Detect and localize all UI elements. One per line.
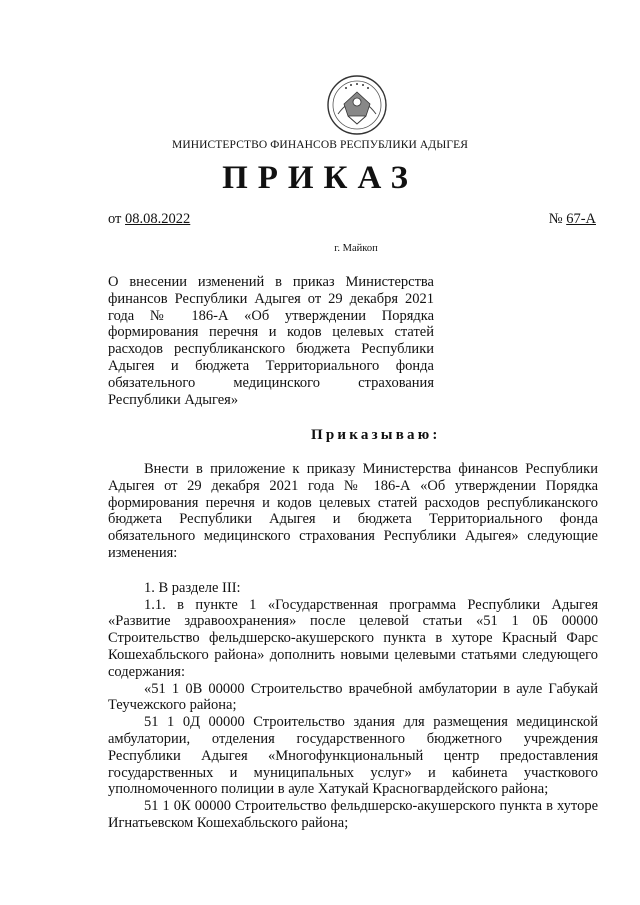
document-date	[108, 211, 190, 228]
document-title: О внесении изменений в приказ Министерства финансов Республики Адыгея от 29 декабря 2021 года № 186-А «Об утверждении Порядка формирования перечня и кодов целевых статей расходов республиканского бюджета Республики Адыгея и бюджета Территориального фонда обязательного медицинского страхования Республики Адыгея»	[108, 274, 434, 408]
date-prefix: от	[108, 211, 126, 227]
number-prefix: №	[548, 211, 567, 227]
target-code-3: 51 1 0К 00000 Строительство фельдшерско-акушерского пункта в хуторе Игнатьевском Кошехабльского района;	[108, 798, 598, 831]
target-code-2: 51 1 0Д 00000 Строительство здания для размещения медицинской амбулатории, отделения государственного бюджетного учреждения Республики Адыгея «Многофункциональный центр предоставления государственных и муниципальных услуг» и кабинета участкового уполномоченного полиции в ауле Хатукай Красногвардейского района;	[108, 714, 598, 798]
document-body	[108, 461, 598, 832]
section-item-1: 1. В разделе III:	[144, 579, 241, 596]
coat-of-arms-icon	[326, 74, 388, 136]
number-value: 67-А	[566, 211, 596, 227]
intro-paragraph: Внести в приложение к приказу Министерства финансов Республики Адыгея от 29 декабря 2021 года № 186-А «Об утверждении Порядка формирования перечня и кодов целевых статей расходов республиканского бюджета Республики Адыгея и бюджета Территориального фонда обязательного медицинского страхования Республики Адыгея» следующие изменения:	[108, 461, 598, 561]
document-type: ПРИКАЗ	[222, 160, 418, 196]
section-item-1-1: 1.1. в пункте 1 «Государственная программа Республики Адыгея «Развитие здравоохранения» после целевой статьи «51 1 0Б 00000 Строительство фельдшерско-акушерского пункта в хуторе Красный Фарс Кошехабльского района» дополнить новыми целевыми статьями следующего содержания:	[108, 596, 598, 680]
city: г. Майкоп	[334, 243, 378, 254]
prikazyvayu-heading: Приказываю:	[311, 427, 441, 443]
target-code-1: «51 1 0В 00000 Строительство врачебной амбулатории в ауле Габукай Теучежского района;	[108, 680, 598, 714]
ministry-name: МИНИСТЕРСТВО ФИНАНСОВ РЕСПУБЛИКИ АДЫГЕЯ	[172, 139, 468, 151]
date-value: 08.08.2022	[125, 211, 191, 227]
document-number	[549, 211, 596, 228]
